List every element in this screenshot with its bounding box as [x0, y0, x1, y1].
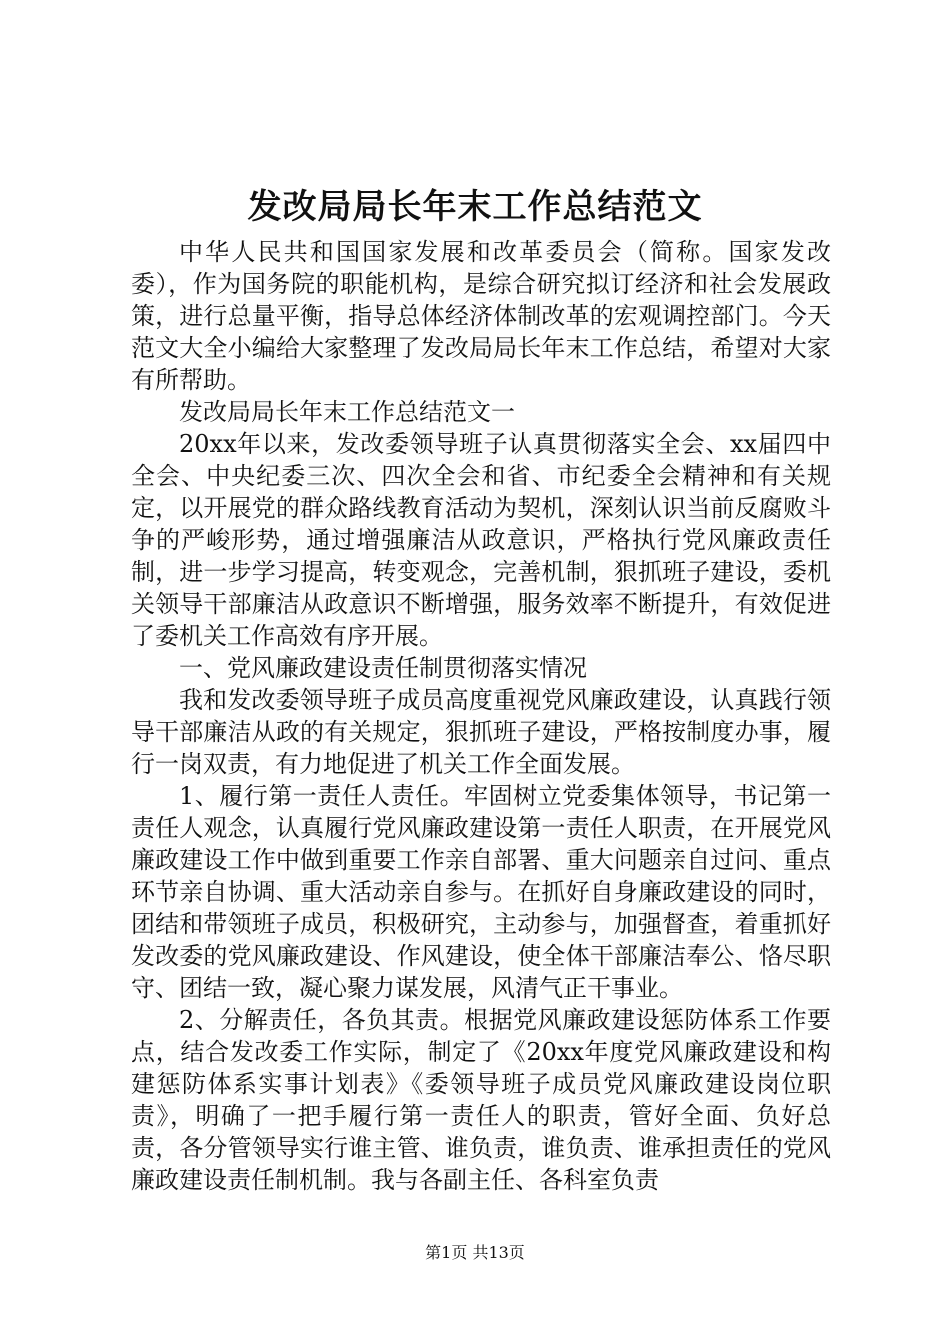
- paragraph-overview: 20xx年以来，发改委领导班子认真贯彻落实全会、xx届四中全会、中央纪委三次、四次全会和省、市纪委全会精神和有关规定，以开展党的群众路线教育活动为契机，深刻认识当前反腐败斗争的严峻形势，通过增强廉洁从政意识，严格执行党风廉政责任制，进一步学习提高，转变观念，完善机制，狠抓班子建设，委机关领导干部廉洁从政意识不断增强，服务效率不断提升，有效促进了委机关工作高效有序开展。: [131, 430, 831, 650]
- paragraph-heading-one: 一、党风廉政建设责任制贯彻落实情况: [179, 654, 587, 682]
- document-title: 发改局局长年末工作总结范文: [247, 187, 703, 227]
- paragraph-leadership: 我和发改委领导班子成员高度重视党风廉政建设，认真践行领导干部廉洁从政的有关规定，狠抓班子建设，严格按制度办事，履行一岗双责，有力地促进了机关工作全面发展。: [131, 686, 831, 778]
- paragraph-item-one: 1、履行第一责任人责任。牢固树立党委集体领导，书记第一责任人观念，认真履行党风廉政建设第一责任人职责，在开展党风廉政建设工作中做到重要工作亲自部署、重大问题亲自过问、重点环节亲自协调、重大活动亲自参与。在抓好自身廉政建设的同时，团结和带领班子成员，积极研究，主动参与，加强督查，着重抓好发改委的党风廉政建设、作风建设，使全体干部廉洁奉公、恪尽职守、团结一致，凝心聚力谋发展，风清气正干事业。: [131, 782, 831, 1002]
- paragraph-section-heading: 发改局局长年末工作总结范文一: [179, 398, 515, 426]
- page-footer: 第1页 共13页: [425, 1243, 525, 1262]
- document-body: [131, 236, 831, 1196]
- paragraph-item-two: 2、分解责任，各负其责。根据党风廉政建设惩防体系工作要点，结合发改委工作实际，制定了《20xx年度党风廉政建设和构建惩防体系实事计划表》《委领导班子成员党风廉政建设岗位职责》，明确了一把手履行第一责任人的职责，管好全面、负好总责，各分管领导实行谁主管、谁负责，谁负责、谁承担责任的党风廉政建设责任制机制。我与各副主任、各科室负责: [131, 1006, 831, 1194]
- paragraph-intro: 中华人民共和国国家发展和改革委员会（简称。国家发改委），作为国务院的职能机构，是综合研究拟订经济和社会发展政策，进行总量平衡，指导总体经济体制改革的宏观调控部门。今天范文大全小编给大家整理了发改局局长年末工作总结，希望对大家有所帮助。: [131, 238, 831, 394]
